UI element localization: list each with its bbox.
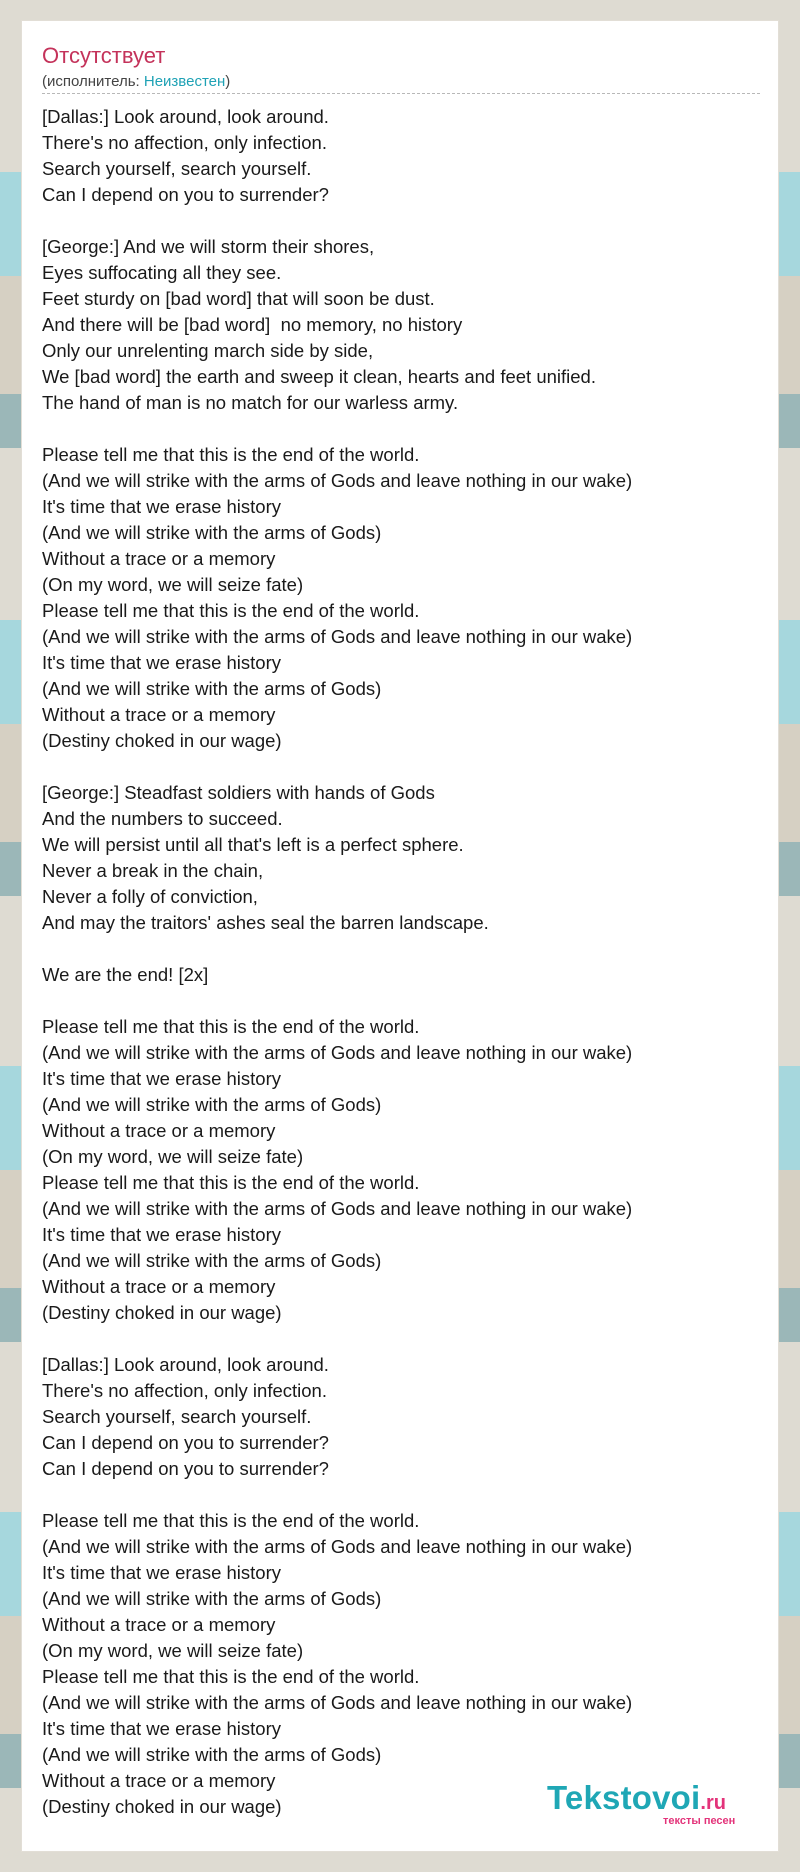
lyric-line: Without a trace or a memory xyxy=(42,1770,276,1791)
lyric-line: (On my word, we will seize fate) xyxy=(42,574,304,595)
lyric-line: (And we will strike with the arms of Gods) xyxy=(42,1588,382,1609)
lyric-line: (And we will strike with the arms of Gods and leave nothing in our wake) xyxy=(42,1536,633,1557)
lyric-line: We will persist until all that's left is a perfect sphere. xyxy=(42,834,464,855)
logo-domain: .ru xyxy=(700,1792,726,1814)
lyric-line: [George:] And we will storm their shores, xyxy=(42,236,375,257)
song-title: Отсутствует xyxy=(42,43,166,68)
lyric-line: Please tell me that this is the end of the world. xyxy=(42,1666,420,1687)
dashed-divider xyxy=(42,93,760,94)
lyrics-card xyxy=(21,20,779,1852)
lyric-line: It's time that we erase history xyxy=(42,1068,281,1089)
lyric-line: (On my word, we will seize fate) xyxy=(42,1640,304,1661)
lyric-line: It's time that we erase history xyxy=(42,1718,281,1739)
lyric-line xyxy=(42,208,762,234)
lyric-line: (On my word, we will seize fate) xyxy=(42,1146,304,1167)
lyric-line: (And we will strike with the arms of Gods) xyxy=(42,1744,382,1765)
lyric-line: Without a trace or a memory xyxy=(42,704,276,725)
lyric-line: We are the end! [2x] xyxy=(42,964,209,985)
lyrics-text xyxy=(42,104,762,1820)
lyric-line xyxy=(42,988,762,1014)
lyric-line: We [bad word] the earth and sweep it clean, hearts and feet unified. xyxy=(42,366,596,387)
lyric-line: Never a folly of conviction, xyxy=(42,886,258,907)
artist-suffix: ) xyxy=(225,73,231,90)
lyric-line: Only our unrelenting march side by side, xyxy=(42,340,374,361)
lyric-line: Please tell me that this is the end of the world. xyxy=(42,600,420,621)
lyric-line: Without a trace or a memory xyxy=(42,1614,276,1635)
lyric-line: Search yourself, search yourself. xyxy=(42,1406,312,1427)
lyric-line xyxy=(42,936,762,962)
lyric-line xyxy=(42,1326,762,1352)
lyric-line: Without a trace or a memory xyxy=(42,1276,276,1297)
lyric-line: (And we will strike with the arms of Gods and leave nothing in our wake) xyxy=(42,470,633,491)
lyric-line: Search yourself, search yourself. xyxy=(42,158,312,179)
lyric-line: [Dallas:] Look around, look around. xyxy=(42,1354,329,1375)
lyric-line: Please tell me that this is the end of the world. xyxy=(42,1510,420,1531)
lyric-line xyxy=(42,1482,762,1508)
lyric-line: And there will be [bad word] no memory, no history xyxy=(42,314,463,335)
lyric-line: (And we will strike with the arms of Gods and leave nothing in our wake) xyxy=(42,626,633,647)
lyric-line xyxy=(42,754,762,780)
lyric-line: The hand of man is no match for our warless army. xyxy=(42,392,459,413)
lyric-line: Can I depend on you to surrender? xyxy=(42,184,329,205)
lyric-line: (Destiny choked in our wage) xyxy=(42,730,282,751)
artist-prefix: (исполнитель: xyxy=(42,73,144,90)
lyric-line: Without a trace or a memory xyxy=(42,1120,276,1141)
lyric-line xyxy=(42,416,762,442)
lyric-line: And the numbers to succeed. xyxy=(42,808,283,829)
artist-line xyxy=(42,73,230,91)
lyric-line: There's no affection, only infection. xyxy=(42,132,327,153)
lyric-line: (And we will strike with the arms of Gods and leave nothing in our wake) xyxy=(42,1042,633,1063)
lyric-line: (And we will strike with the arms of Gods and leave nothing in our wake) xyxy=(42,1692,633,1713)
lyric-line: [Dallas:] Look around, look around. xyxy=(42,106,329,127)
lyric-line: It's time that we erase history xyxy=(42,1562,281,1583)
lyric-line: Can I depend on you to surrender? xyxy=(42,1432,329,1453)
lyric-line: Can I depend on you to surrender? xyxy=(42,1458,329,1479)
lyric-line: Without a trace or a memory xyxy=(42,548,276,569)
lyric-line: [George:] Steadfast soldiers with hands of Gods xyxy=(42,782,435,803)
lyric-line: (Destiny choked in our wage) xyxy=(42,1796,282,1817)
lyric-line: (And we will strike with the arms of Gods and leave nothing in our wake) xyxy=(42,1198,633,1219)
lyric-line: And may the traitors' ashes seal the barren landscape. xyxy=(42,912,489,933)
lyric-line: (And we will strike with the arms of Gods) xyxy=(42,522,382,543)
lyric-line: It's time that we erase history xyxy=(42,1224,281,1245)
lyric-line: It's time that we erase history xyxy=(42,496,281,517)
lyric-line: There's no affection, only infection. xyxy=(42,1380,327,1401)
site-logo[interactable] xyxy=(547,1779,747,1827)
logo-tagline: тексты песен xyxy=(663,1815,736,1827)
lyric-line: Please tell me that this is the end of the world. xyxy=(42,1172,420,1193)
lyric-line: Never a break in the chain, xyxy=(42,860,264,881)
lyric-line: Please tell me that this is the end of the world. xyxy=(42,1016,420,1037)
lyric-line: (Destiny choked in our wage) xyxy=(42,1302,282,1323)
logo-wordmark: Tekstovoi xyxy=(547,1779,701,1816)
lyric-line: Eyes suffocating all they see. xyxy=(42,262,282,283)
lyric-line: It's time that we erase history xyxy=(42,652,281,673)
artist-link[interactable]: Неизвестен xyxy=(143,73,226,90)
lyric-line: Feet sturdy on [bad word] that will soon be dust. xyxy=(42,288,435,309)
lyric-line: (And we will strike with the arms of Gods) xyxy=(42,678,382,699)
lyric-line: (And we will strike with the arms of Gods) xyxy=(42,1250,382,1271)
lyric-line: (And we will strike with the arms of Gods) xyxy=(42,1094,382,1115)
lyric-line: Please tell me that this is the end of the world. xyxy=(42,444,420,465)
